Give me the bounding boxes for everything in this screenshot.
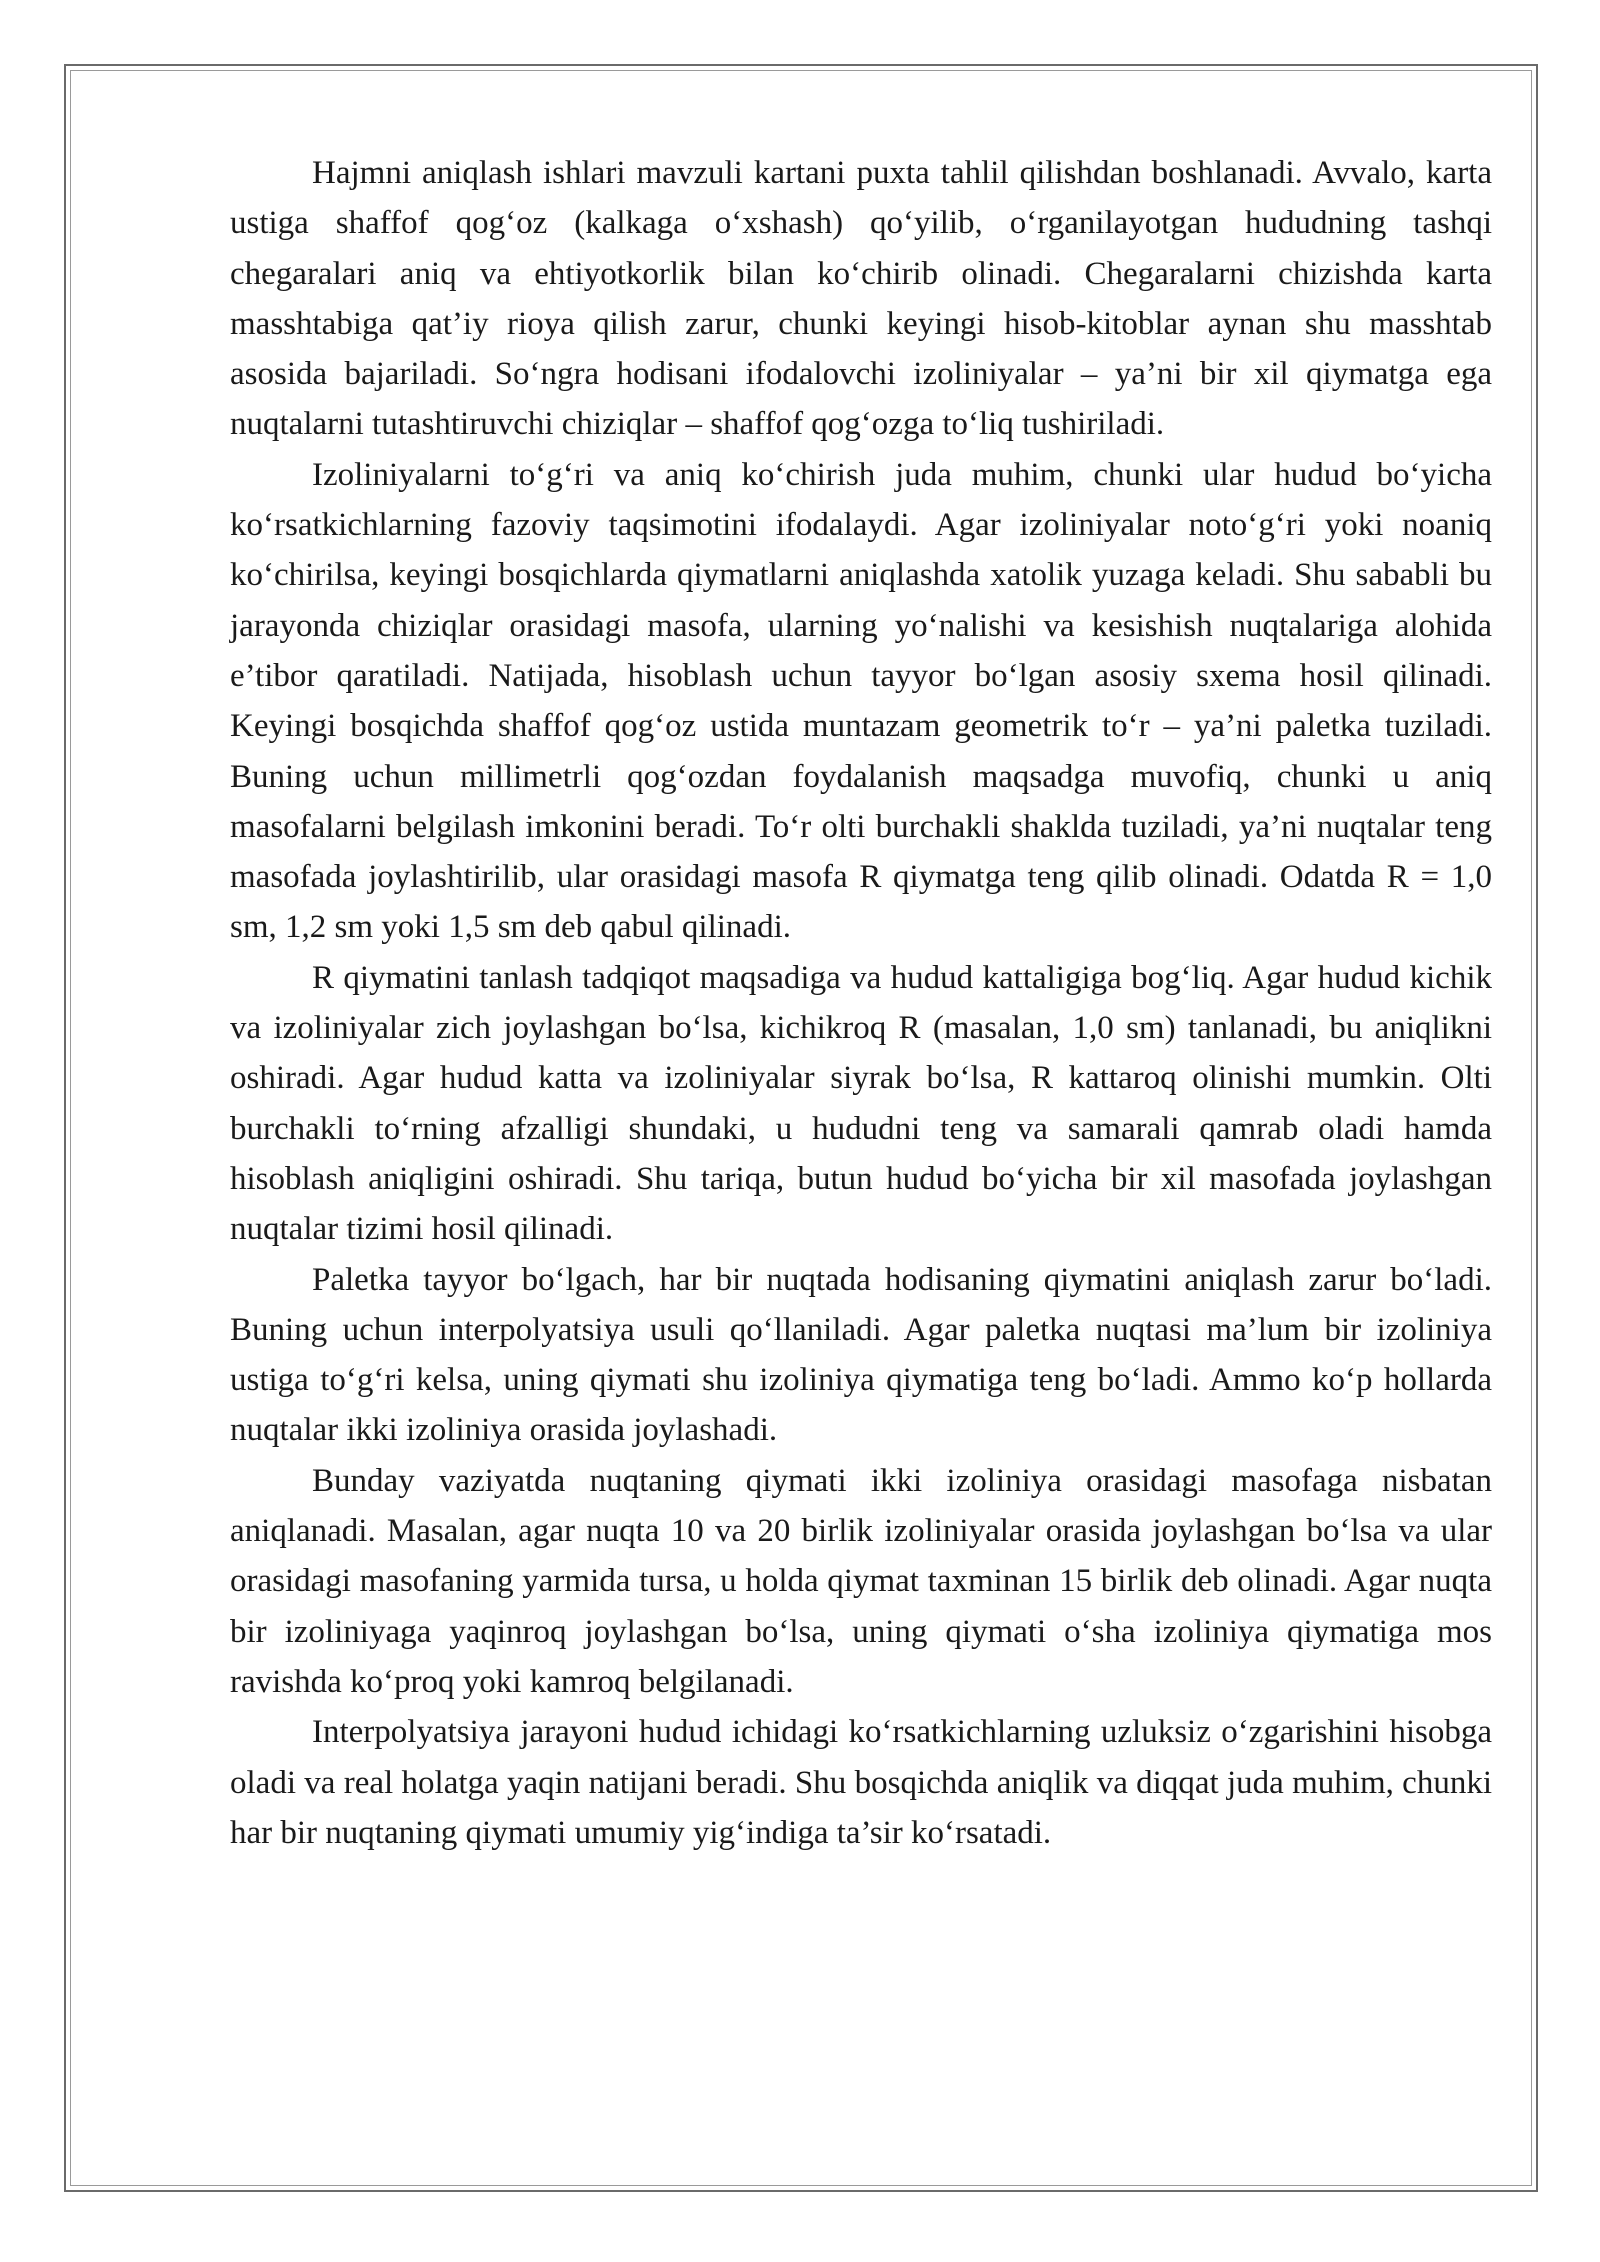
paragraph-3: R qiymatini tanlash tadqiqot maqsadiga va hudud kattaligiga bog‘liq. Agar hudud kichik va izoliniyalar zich joylashgan bo‘lsa, kichikroq R (masalan, 1,0 sm) tanlanadi, bu aniqlikni oshiradi. Agar hudud katta va izoliniyalar siyrak bo‘lsa, R kattaroq olinishi mumkin. Olti burchakli to‘rning afzalligi shundaki, u hududni teng va samarali qamrab oladi hamda hisoblash aniqligini oshiradi. Shu tariqa, butun hudud bo‘yicha bir xil masofada joylashgan nuqtalar tizimi hosil qilinadi. xyxy=(230,959,1492,1248)
document-body xyxy=(230,148,1492,1858)
paragraph-1: Hajmni aniqlash ishlari mavzuli kartani puxta tahlil qilishdan boshlanadi. Avvalo, karta ustiga shaffof qog‘oz (kalkaga o‘xshash) qo‘yilib, o‘rganilayotgan hududning tashqi chegaralari aniq va ehtiyotkorlik bilan ko‘chirib olinadi. Chegaralarni chizishda karta masshtabiga qat’iy rioya qilish zarur, chunki keyingi hisob-kitoblar aynan shu masshtab asosida bajariladi. So‘ngra hodisani ifodalovchi izoliniyalar – ya’ni bir xil qiymatga ega nuqtalarni tutashtiruvchi chiziqlar – shaffof qog‘ozga to‘liq tushiriladi. xyxy=(230,155,1492,443)
paragraph-6: Interpolyatsiya jarayoni hudud ichidagi ko‘rsatkichlarning uzluksiz o‘zgarishini hisobga oladi va real holatga yaqin natijani beradi. Shu bosqichda aniqlik va diqqat juda muhim, chunki har bir nuqtaning qiymati umumiy yig‘indiga ta’sir ko‘rsatadi. xyxy=(230,1714,1492,1851)
paragraph-5: Bunday vaziyatda nuqtaning qiymati ikki izoliniya orasidagi masofaga nisbatan aniqlanadi. Masalan, agar nuqta 10 va 20 birlik izoliniyalar orasida joylashgan bo‘lsa va ular orasidagi masofaning yarmida tursa, u holda qiymat taxminan 15 birlik deb olinadi. Agar nuqta bir izoliniyaga yaqinroq joylashgan bo‘lsa, uning qiymati o‘sha izoliniya qiymatiga mos ravishda ko‘proq yoki kamroq belgilanadi. xyxy=(230,1462,1492,1700)
paragraph-2: Izoliniyalarni to‘g‘ri va aniq ko‘chirish juda muhim, chunki ular hudud bo‘yicha ko‘rsatkichlarning fazoviy taqsimotini ifodalaydi. Agar izoliniyalar noto‘g‘ri yoki noaniq ko‘chirilsa, keyingi bosqichlarda qiymatlarni aniqlashda xatolik yuzaga keladi. Shu sababli bu jarayonda chiziqlar orasidagi masofa, ularning yo‘nalishi va kesishish nuqtalariga alohida e’tibor qaratiladi. Natijada, hisoblash uchun tayyor bo‘lgan asosiy sxema hosil qilinadi. Keyingi bosqichda shaffof qog‘oz ustida muntazam geometrik to‘r – ya’ni paletka tuziladi. Buning uchun millimetrli qog‘ozdan foydalanish maqsadga muvofiq, chunki u aniq masofalarni belgilash imkonini beradi. To‘r olti burchakli shaklda tuziladi, ya’ni nuqtalar teng masofada joylashtirilib, ular orasidagi masofa R qiymatga teng qilib olinadi. Odatda R = 1,0 sm, 1,2 sm yoki 1,5 sm deb qabul qilinadi. xyxy=(230,456,1492,946)
paragraph-4: Paletka tayyor bo‘lgach, har bir nuqtada hodisaning qiymatini aniqlash zarur bo‘ladi. Buning uchun interpolyatsiya usuli qo‘llaniladi. Agar paletka nuqtasi ma’lum bir izoliniya ustiga to‘g‘ri kelsa, uning qiymati shu izoliniya qiymatiga teng bo‘ladi. Ammo ko‘p hollarda nuqtalar ikki izoliniya orasida joylashadi. xyxy=(230,1261,1492,1449)
